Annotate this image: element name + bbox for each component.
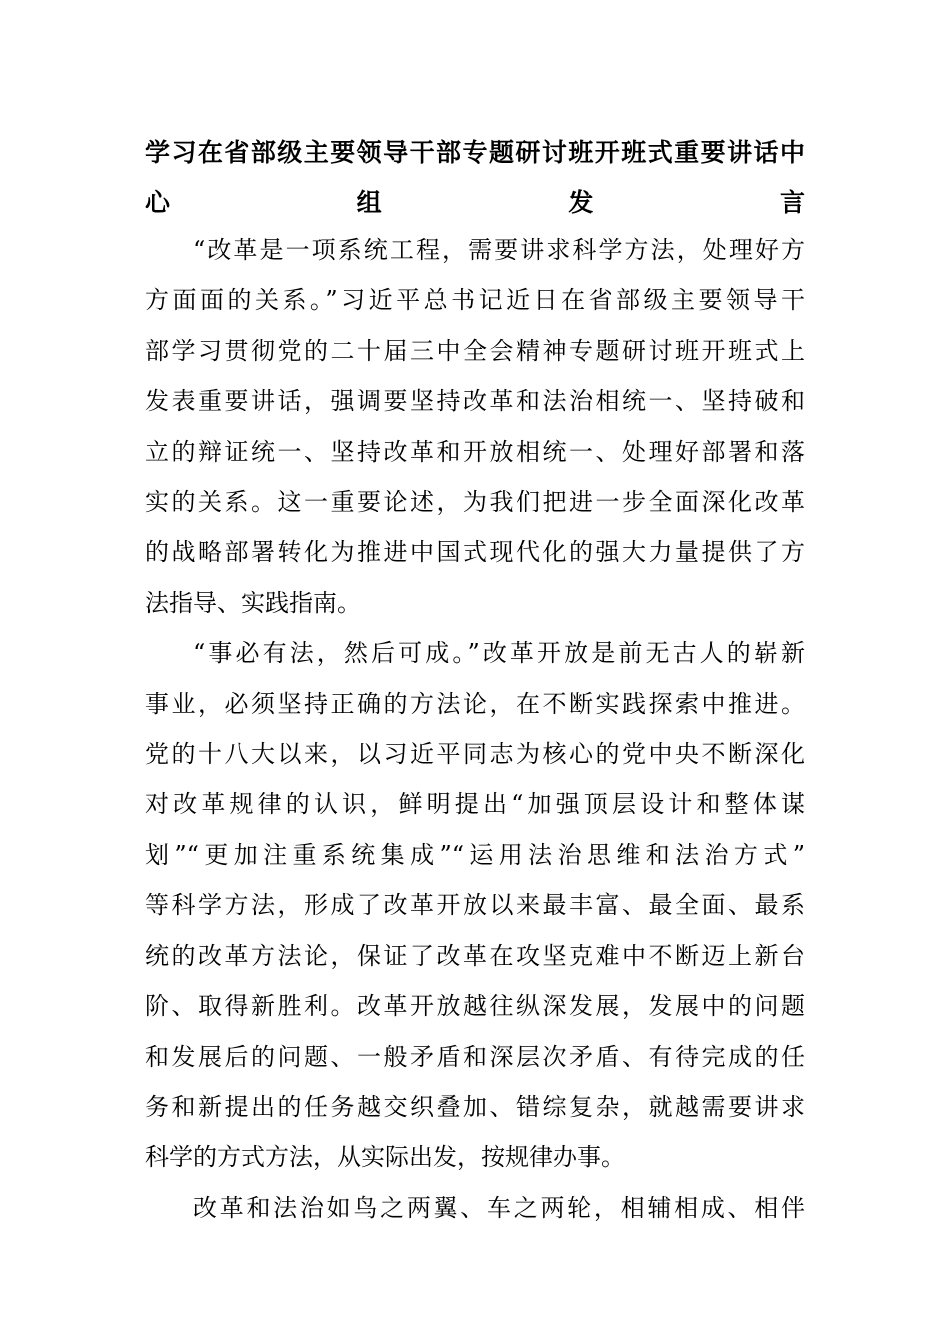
text-line: 务和新提出的任务越交织叠加、错综复杂，就越需要讲求 [145, 1092, 805, 1121]
document-body [145, 225, 805, 1233]
title-line-2: 心组发言 [145, 188, 805, 217]
text-line: 阶、取得新胜利。改革开放越往纵深发展，发展中的问题 [145, 992, 805, 1021]
text-line: 对改革规律的认识，鲜明提出“加强顶层设计和整体谋 [145, 790, 805, 819]
document-title [145, 128, 805, 228]
text-line: “事必有法，然后可成。”改革开放是前无古人的崭新 [193, 639, 805, 668]
paragraph-2 [145, 628, 805, 1182]
text-line: 法指导、实践指南。 [145, 588, 361, 617]
text-line: 党的十八大以来，以习近平同志为核心的党中央不断深化 [145, 740, 805, 769]
text-line: 实的关系。这一重要论述，为我们把进一步全面深化改革 [145, 488, 805, 517]
text-line: 统的改革方法论，保证了改革在攻坚克难中不断迈上新台 [145, 941, 805, 970]
text-line: 事业，必须坚持正确的方法论，在不断实践探索中推进。 [145, 689, 805, 718]
text-line: 科学的方式方法，从实际出发，按规律办事。 [145, 1143, 625, 1172]
text-line: 划”“更加注重系统集成”“运用法治思维和法治方式” [145, 840, 805, 869]
text-line: 发表重要讲话，强调要坚持改革和法治相统一、坚持破和 [145, 387, 805, 416]
text-line: 改革和法治如鸟之两翼、车之两轮，相辅相成、相伴 [193, 1193, 805, 1222]
paragraph-3 [145, 1183, 805, 1233]
text-line: “改革是一项系统工程，需要讲求科学方法，处理好方 [193, 236, 805, 264]
text-line: 部学习贯彻党的二十届三中全会精神专题研讨班开班式上 [145, 336, 805, 365]
paragraph-1 [145, 225, 805, 628]
text-line: 等科学方法，形成了改革开放以来最丰富、最全面、最系 [145, 891, 805, 920]
title-line-1: 学习在省部级主要领导干部专题研讨班开班式重要讲话中 [145, 138, 805, 167]
text-line: 的战略部署转化为推进中国式现代化的强大力量提供了方 [145, 538, 805, 567]
text-line: 和发展后的问题、一般矛盾和深层次矛盾、有待完成的任 [145, 1042, 805, 1071]
text-line: 方面面的关系。”习近平总书记近日在省部级主要领导干 [145, 286, 805, 315]
text-line: 立的辩证统一、坚持改革和开放相统一、处理好部署和落 [145, 437, 805, 466]
